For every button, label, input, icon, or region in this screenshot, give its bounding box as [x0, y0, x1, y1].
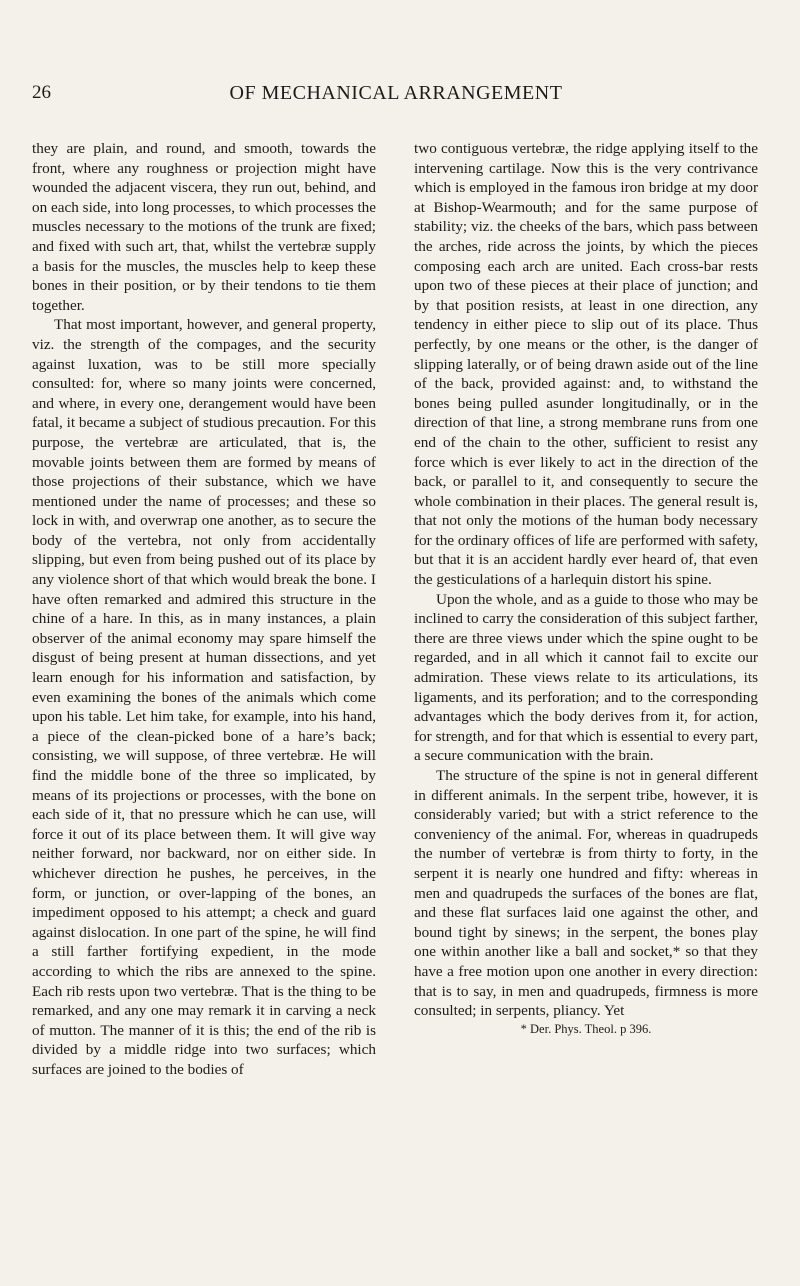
paragraph: Upon the whole, and as a guide to those who may be inclined to carry the consideration of this subject farther, there are three views under which the spine ought to be regarded, and in all which it cannot fail to excite our admiration. These views relate to its articulations, its ligaments, and its perforation; and to the corresponding advantages which the body derives from it, for action, for strength, and for that which is essential to every part, a secure communication with the brain. — [414, 590, 758, 765]
footnote: * Der. Phys. Theol. p 396. — [520, 1021, 652, 1036]
page-header — [32, 82, 760, 112]
page-number: 26 — [32, 82, 51, 103]
running-head: OF MECHANICAL ARRANGEMENT — [229, 82, 563, 104]
right-column — [414, 139, 758, 1037]
paragraph: they are plain, and round, and smooth, towards the front, where any roughness or projection might have wounded the adjacent viscera, they run out, behind, and on each side, into long processes, to which processes the muscles necessary to the motions of the trunk are fixed; and fixed with such art, that, whilst the vertebræ supply a basis for the muscles, the muscles help to keep these bones in their position, or by their tendons to tie them together. — [32, 140, 376, 314]
paragraph: The structure of the spine is not in general different in different animals. In the serpent tribe, however, it is considerably varied; but with a strict reference to the conveniency of the animal. For, whereas in quadrupeds the number of vertebræ is from thirty to forty, in the serpent it is nearly one hundred and fifty: whereas in men and quadrupeds the surfaces of the bones are flat, and these flat surfaces laid one against the other, and bound tight by sinews; in the serpent, the bones play one within another like a ball and socket,* so that they have a free motion upon one another in every direction: that is to say, in men and quadrupeds, firmness is more consulted; in serpents, pliancy. Yet — [414, 767, 758, 1020]
paragraph: That most important, however, and general property, viz. the strength of the compages, and the security against luxation, was to be still more specially consulted: for, where so many joints were concerned, and where, in every one, derangement would have been fatal, it became a subject of studious precaution. For this purpose, the vertebræ are articulated, that is, the movable joints between them are formed by means of those projections of their substance, which we have mentioned under the name of processes; and these so lock in with, and overwrap one another, as to secure the body of the vertebra, not only from accidentally slipping, but even from being pushed out of its place by any violence short of that which would break the bone. I have often remarked and admired this structure in the chine of a hare. In this, as in many instances, a plain observer of the animal economy may spare himself the disgust of being present at human dissections, and yet learn enough for his information and satisfaction, by even examining the bones of the animals which come upon his table. Let him take, for example, into his hand, a piece of the clean-picked bone of a hare’s back; consisting, we will suppose, of three vertebræ. He will find the middle bone of the three so implicated, by means of its projections or processes, with the bone on each side of it, that no pressure which he can use, will force it out of its place between them. It will give way neither forward, nor backward, nor on either side. In whichever direction he pushes, he perceives, in the form, or junction, or over-lapping of the bones, an impediment opposed to his attempt; a check and guard against dislocation. In one part of the spine, he will find a still farther fortifying expedient, in the mode according to which the ribs are annexed to the spine. Each rib rests upon two vertebræ. That is the thing to be remarked, and any one may remark it in carving a neck of mutton. The manner of it is this; the end of the rib is divided by a middle ridge into two surfaces; which surfaces are joined to the bodies of — [32, 316, 376, 1078]
left-column — [32, 139, 376, 1080]
paragraph: two contiguous vertebræ, the ridge applying itself to the intervening cartilage. Now this is the very contrivance which is employed in the famous iron bridge at my door at Bishop-Wearmouth; and for the same purpose of stability; viz. the cheeks of the bars, which pass between the arches, ride across the joints, by which the pieces composing each arch are united. Each cross-bar rests upon two of these pieces at their place of junction; and by that position resists, at least in one direction, any tendency in either piece to slip out of its place. Thus perfectly, by one means or the other, is the danger of slipping laterally, or of being drawn aside out of the line of the back, provided against: and, to withstand the bones being pulled asunder longitudinally, or in the direction of that line, a strong membrane runs from one end of the chain to the other, sufficient to resist any force which is ever likely to act in the direction of the back, or parallel to it, and consequently to secure the whole combination in their places. The general result is, that not only the motions of the human body necessary for the ordinary offices of life are performed with safety, but that it is an accident hardly ever heard of, that even the gesticulations of a harlequin distort his spine. — [414, 140, 758, 589]
